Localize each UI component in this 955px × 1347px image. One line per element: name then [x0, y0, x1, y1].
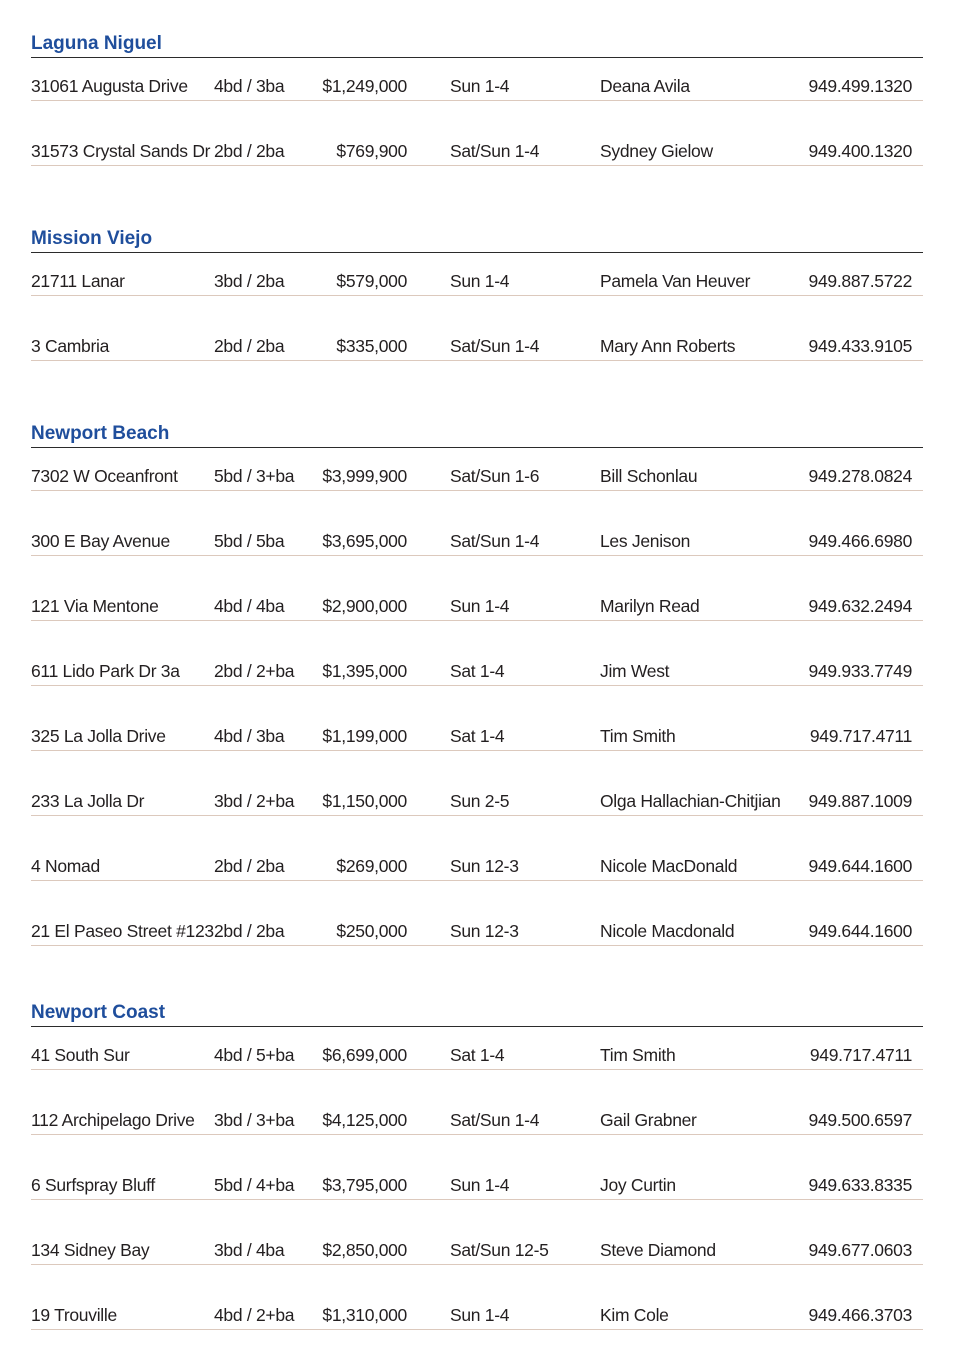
- area-section: [31, 423, 923, 946]
- listing-address: 3 Cambria: [31, 336, 110, 356]
- listing-price: $335,000: [336, 336, 407, 356]
- listing-row: [31, 725, 923, 751]
- listing-price: $579,000: [336, 271, 407, 291]
- listing-open-house-time: Sat/Sun 1-4: [450, 141, 540, 161]
- listing-phone: 949.644.1600: [808, 856, 912, 876]
- listing-agent: Nicole MacDonald: [600, 856, 738, 876]
- listing-agent: Gail Grabner: [600, 1110, 697, 1130]
- listing-price: $3,795,000: [322, 1175, 407, 1195]
- listing-price: $1,150,000: [322, 791, 407, 811]
- listing-address: 4 Nomad: [31, 856, 100, 876]
- listing-beds-baths: 5bd / 4+ba: [214, 1175, 295, 1195]
- area-heading: Newport Coast: [31, 1002, 923, 1027]
- listing-beds-baths: 2bd / 2+ba: [214, 661, 295, 681]
- listing-row: [31, 855, 923, 881]
- listing-beds-baths: 2bd / 2ba: [214, 336, 285, 356]
- listing-open-house-time: Sun 1-4: [450, 1305, 510, 1325]
- listing-agent: Les Jenison: [600, 531, 691, 551]
- listing-price: $2,900,000: [322, 596, 407, 616]
- listing-agent: Tim Smith: [600, 726, 676, 746]
- listing-price: $1,199,000: [322, 726, 407, 746]
- listing-phone: 949.466.6980: [808, 531, 912, 551]
- listing-price: $769,900: [336, 141, 407, 161]
- listing-row: [31, 1174, 923, 1200]
- listing-row: [31, 1239, 923, 1265]
- listing-address: 300 E Bay Avenue: [31, 531, 170, 551]
- listing-agent: Kim Cole: [600, 1305, 669, 1325]
- listing-agent: Joy Curtin: [600, 1175, 676, 1195]
- listing-price: $1,310,000: [322, 1305, 407, 1325]
- listing-row: [31, 335, 923, 361]
- listing-address: 6 Surfspray Bluff: [31, 1175, 155, 1195]
- listing-list: [31, 465, 923, 946]
- listing-price: $2,850,000: [322, 1240, 407, 1260]
- listing-row: [31, 920, 923, 946]
- listing-beds-baths: 4bd / 2+ba: [214, 1305, 295, 1325]
- listing-phone: 949.633.8335: [808, 1175, 912, 1195]
- listing-beds-baths: 3bd / 2+ba: [214, 791, 295, 811]
- listing-open-house-time: Sun 12-3: [450, 921, 519, 941]
- listing-price: $4,125,000: [322, 1110, 407, 1130]
- listing-beds-baths: 4bd / 4ba: [214, 596, 285, 616]
- listing-row: [31, 75, 923, 101]
- listing-agent: Bill Schonlau: [600, 466, 698, 486]
- listing-phone: 949.887.5722: [808, 271, 912, 291]
- area-section: [31, 1002, 923, 1330]
- listing-address: 19 Trouville: [31, 1305, 117, 1325]
- listing-address: 31061 Augusta Drive: [31, 76, 188, 96]
- listing-address: 21711 Lanar: [31, 271, 125, 291]
- listing-open-house-time: Sat/Sun 1-4: [450, 336, 540, 356]
- listing-phone: 949.644.1600: [808, 921, 912, 941]
- listing-address: 233 La Jolla Dr: [31, 791, 145, 811]
- listing-beds-baths: 2bd / 2ba: [214, 921, 285, 941]
- listing-price: $3,999,900: [322, 466, 407, 486]
- listing-open-house-time: Sun 2-5: [450, 791, 510, 811]
- listing-phone: 949.632.2494: [808, 596, 912, 616]
- listing-row: [31, 1109, 923, 1135]
- area-heading: Laguna Niguel: [31, 33, 923, 58]
- listing-open-house-time: Sun 12-3: [450, 856, 519, 876]
- listing-list: [31, 75, 923, 166]
- listing-address: 325 La Jolla Drive: [31, 726, 166, 746]
- listing-price: $3,695,000: [322, 531, 407, 551]
- listing-phone: 949.677.0603: [808, 1240, 912, 1260]
- listing-beds-baths: 5bd / 5ba: [214, 531, 285, 551]
- listing-beds-baths: 3bd / 3+ba: [214, 1110, 295, 1130]
- listing-open-house-time: Sat 1-4: [450, 661, 505, 681]
- listing-phone: 949.933.7749: [808, 661, 912, 681]
- listing-phone: 949.278.0824: [808, 466, 912, 486]
- listing-row: [31, 1044, 923, 1070]
- listing-phone: 949.717.4711: [809, 1045, 912, 1065]
- area-section: [31, 33, 923, 166]
- listing-row: [31, 270, 923, 296]
- listing-price: $1,395,000: [322, 661, 407, 681]
- listing-phone: 949.887.1009: [808, 791, 912, 811]
- listing-row: [31, 1304, 923, 1330]
- listing-beds-baths: 4bd / 3ba: [214, 76, 285, 96]
- listing-row: [31, 465, 923, 491]
- listing-open-house-time: Sun 1-4: [450, 271, 510, 291]
- listing-open-house-time: Sat 1-4: [450, 1045, 505, 1065]
- listing-open-house-time: Sat/Sun 1-6: [450, 466, 540, 486]
- listing-phone: 949.500.6597: [808, 1110, 912, 1130]
- listing-beds-baths: 4bd / 5+ba: [214, 1045, 295, 1065]
- listing-phone: 949.499.1320: [808, 76, 912, 96]
- listing-row: [31, 530, 923, 556]
- listing-row: [31, 595, 923, 621]
- listing-address: 21 El Paseo Street #123: [31, 921, 214, 941]
- listing-open-house-time: Sat 1-4: [450, 726, 505, 746]
- listing-address: 41 South Sur: [31, 1045, 130, 1065]
- listing-price: $250,000: [336, 921, 407, 941]
- listing-agent: Pamela Van Heuver: [600, 271, 751, 291]
- listing-beds-baths: 2bd / 2ba: [214, 141, 285, 161]
- listing-beds-baths: 3bd / 2ba: [214, 271, 285, 291]
- listing-agent: Mary Ann Roberts: [600, 336, 736, 356]
- listing-open-house-time: Sun 1-4: [450, 596, 510, 616]
- listing-agent: Sydney Gielow: [600, 141, 713, 161]
- area-heading: Newport Beach: [31, 423, 923, 448]
- listing-address: 31573 Crystal Sands Dr: [31, 141, 211, 161]
- listing-phone: 949.400.1320: [808, 141, 912, 161]
- listing-agent: Tim Smith: [600, 1045, 676, 1065]
- listing-address: 134 Sidney Bay: [31, 1240, 150, 1260]
- listing-row: [31, 790, 923, 816]
- listing-agent: Nicole Macdonald: [600, 921, 735, 941]
- listing-open-house-time: Sat/Sun 1-4: [450, 531, 540, 551]
- listing-open-house-time: Sun 1-4: [450, 1175, 510, 1195]
- listing-beds-baths: 5bd / 3+ba: [214, 466, 295, 486]
- listing-agent: Deana Avila: [600, 76, 690, 96]
- listing-open-house-time: Sat/Sun 12-5: [450, 1240, 549, 1260]
- listing-list: [31, 1044, 923, 1330]
- listing-price: $1,249,000: [322, 76, 407, 96]
- listing-phone: 949.433.9105: [808, 336, 912, 356]
- listing-beds-baths: 3bd / 4ba: [214, 1240, 285, 1260]
- listing-address: 611 Lido Park Dr 3a: [31, 661, 180, 681]
- listing-agent: Jim West: [600, 661, 670, 681]
- listing-address: 112 Archipelago Drive: [31, 1110, 195, 1130]
- listing-phone: 949.717.4711: [809, 726, 912, 746]
- listing-beds-baths: 2bd / 2ba: [214, 856, 285, 876]
- listing-agent: Marilyn Read: [600, 596, 700, 616]
- listing-address: 121 Via Mentone: [31, 596, 159, 616]
- listing-row: [31, 140, 923, 166]
- listing-list: [31, 270, 923, 361]
- listing-phone: 949.466.3703: [808, 1305, 912, 1325]
- area-section: [31, 228, 923, 361]
- listing-agent: Steve Diamond: [600, 1240, 716, 1260]
- listing-agent: Olga Hallachian-Chitjian: [600, 791, 781, 811]
- listing-address: 7302 W Oceanfront: [31, 466, 178, 486]
- listing-open-house-time: Sun 1-4: [450, 76, 510, 96]
- listing-beds-baths: 4bd / 3ba: [214, 726, 285, 746]
- listing-price: $269,000: [336, 856, 407, 876]
- listing-open-house-time: Sat/Sun 1-4: [450, 1110, 540, 1130]
- listing-row: [31, 660, 923, 686]
- area-heading: Mission Viejo: [31, 228, 923, 253]
- listing-price: $6,699,000: [322, 1045, 407, 1065]
